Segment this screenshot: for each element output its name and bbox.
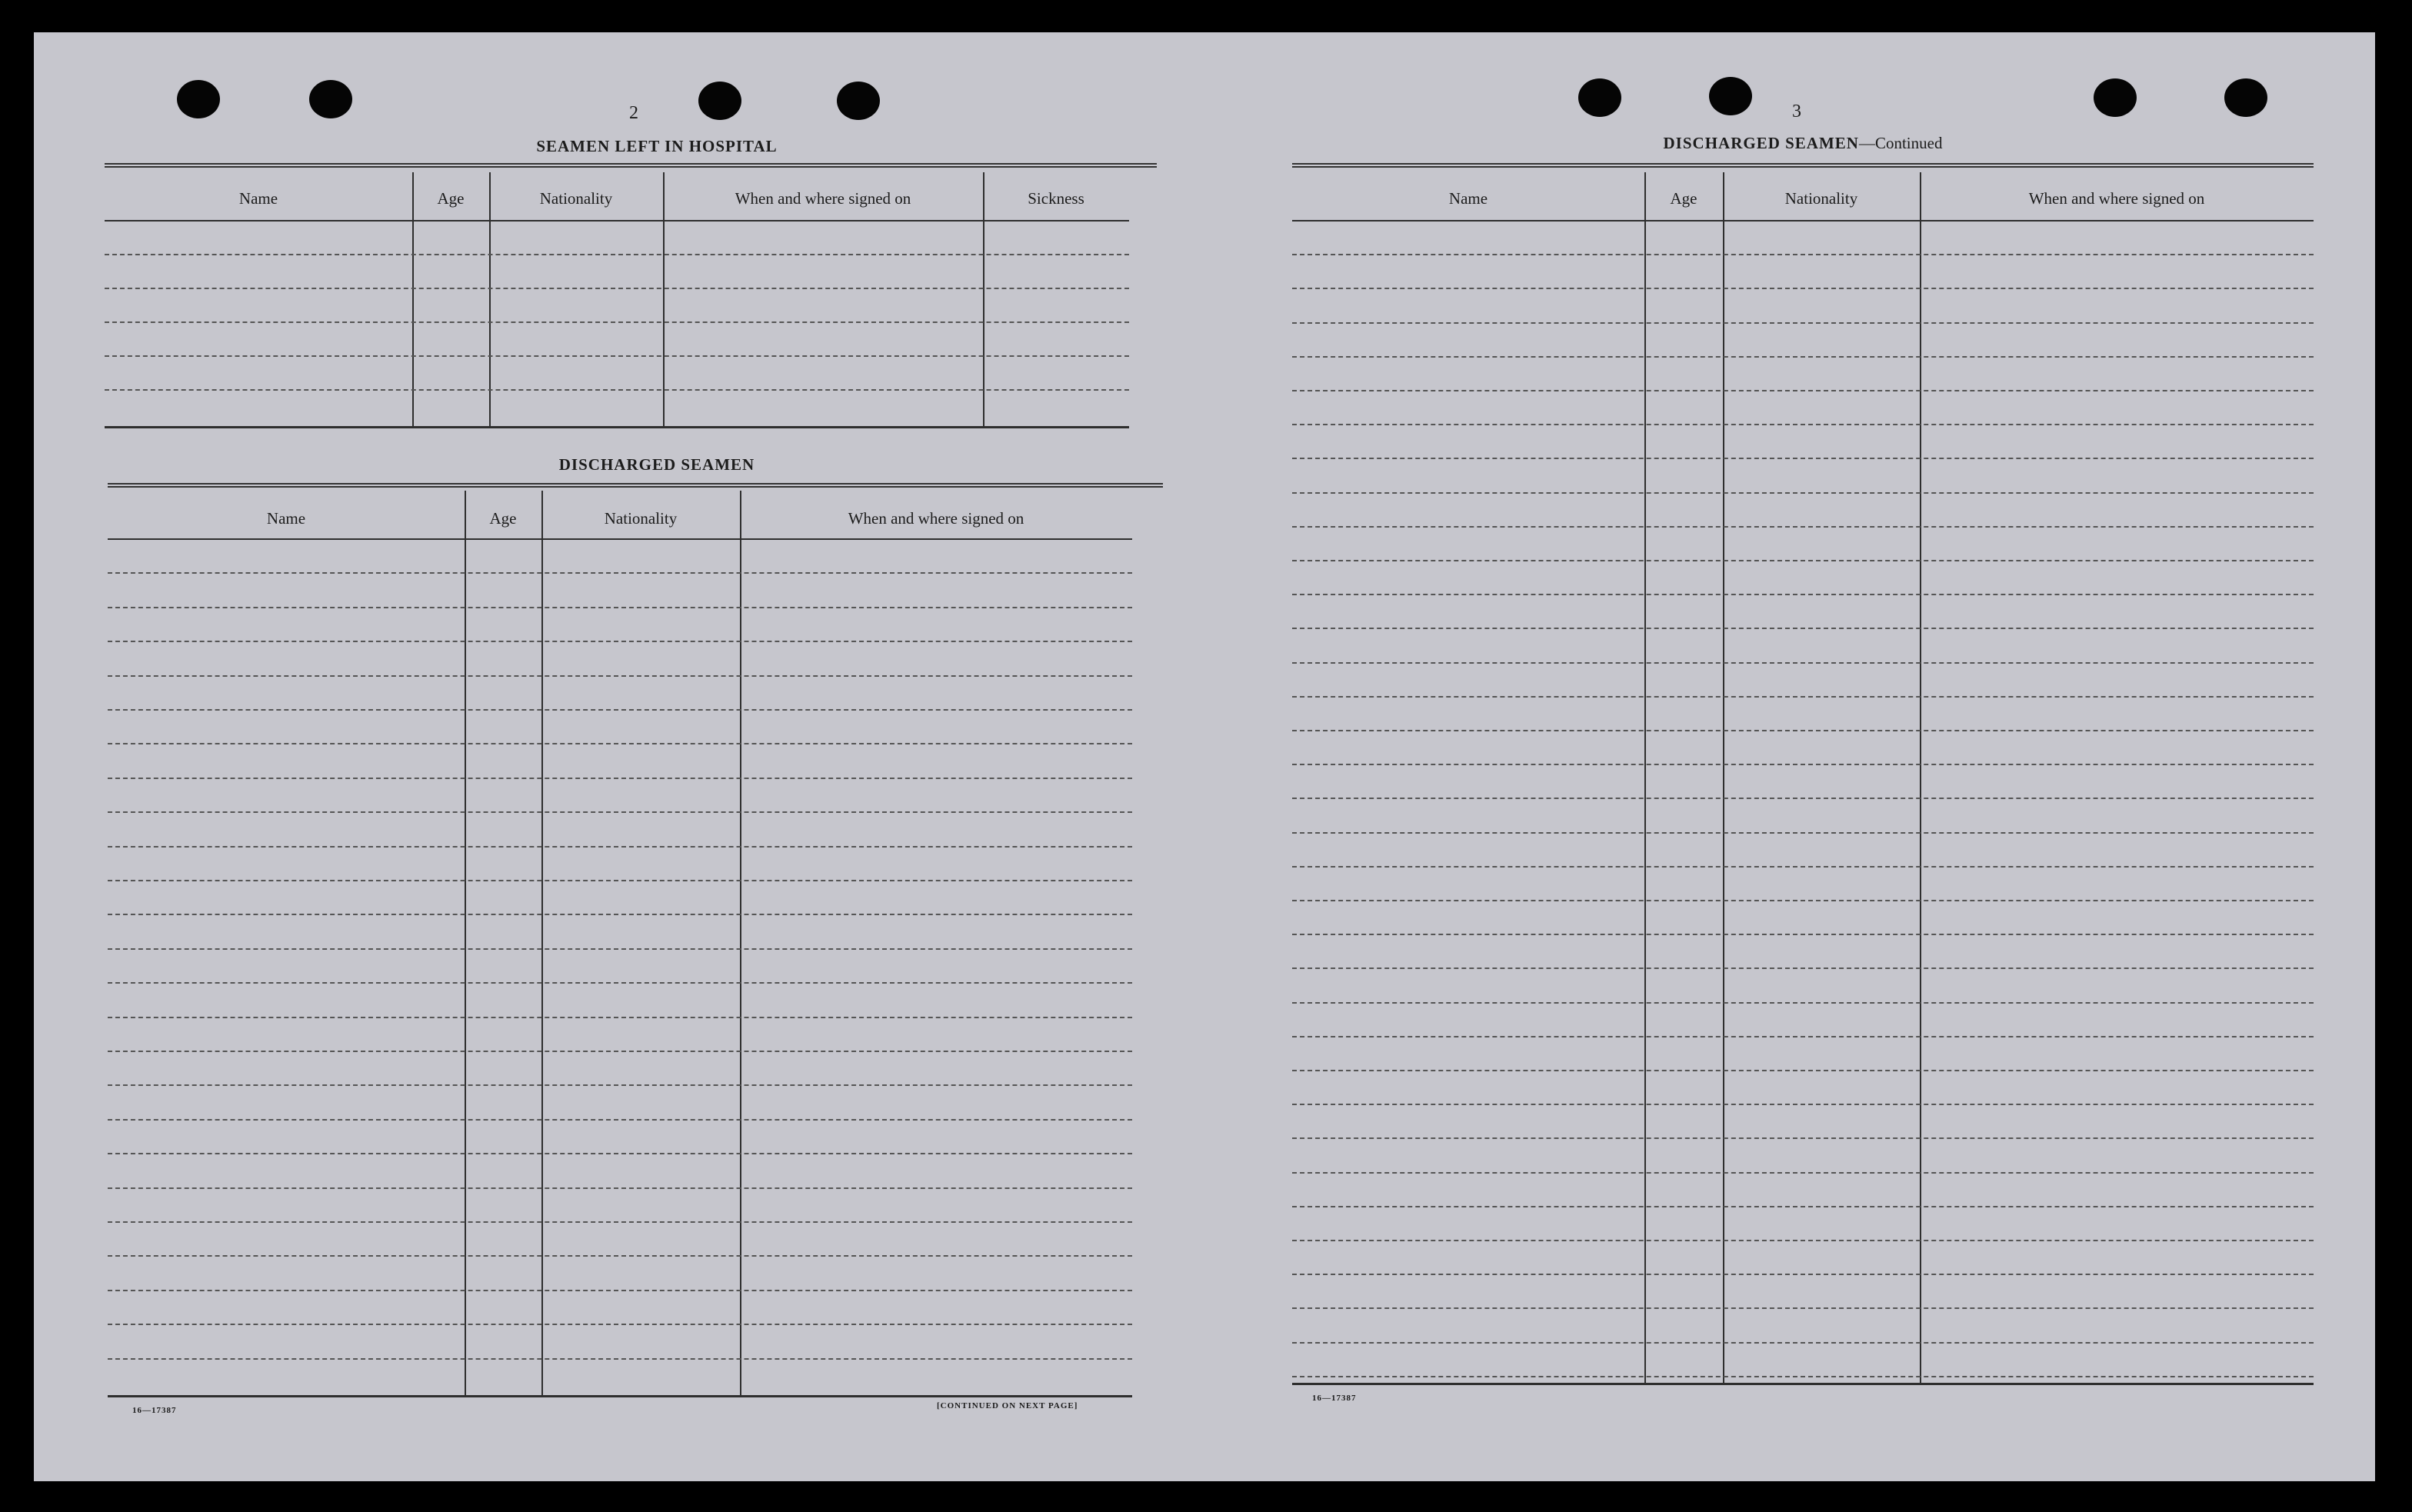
column-divider [983,172,984,426]
row-line [108,914,1132,915]
column-header: Age [1670,189,1697,208]
section-title-hospital: SEAMEN LEFT IN HOSPITAL [536,137,778,155]
row-line [1292,1376,2314,1377]
punch-hole [1709,77,1752,115]
row-line [1292,1070,2314,1071]
row-line [108,607,1132,608]
page-number: 3 [1792,102,1801,122]
punch-hole [309,80,352,118]
row-line [108,743,1132,744]
row-line [1292,1274,2314,1275]
row-line [1292,764,2314,765]
row-line [1292,322,2314,324]
row-line [108,675,1132,677]
page-number: 2 [629,103,638,123]
row-line [1292,526,2314,528]
row-line [1292,1172,2314,1174]
row-line [108,1051,1132,1052]
row-line [108,1290,1132,1291]
row-line [1292,1342,2314,1344]
table-bottom-rule [108,1395,1132,1397]
row-line [1292,628,2314,629]
row-line [108,1119,1132,1121]
section-title-discharged-continued [1495,134,2110,153]
column-header: Name [266,509,306,528]
row-line [105,254,1129,255]
column-header: When and where signed on [2028,189,2205,208]
column-header: Nationality [604,509,678,528]
scanned-form-spread [34,32,2375,1481]
row-line [108,982,1132,984]
row-line [1292,1036,2314,1037]
discharged-continued-table [1292,172,2314,1383]
row-line [1292,1002,2314,1004]
row-line [1292,1104,2314,1105]
row-line [108,1187,1132,1189]
row-line [108,948,1132,950]
column-header: Age [437,189,465,208]
header-rule [108,538,1132,540]
header-rule [1292,220,2314,221]
column-divider [663,172,665,426]
column-divider [541,491,543,1395]
row-line [1292,458,2314,459]
punch-hole [2094,78,2137,117]
row-line [1292,662,2314,664]
column-header: Age [489,509,517,528]
column-divider [465,491,466,1395]
row-line [1292,934,2314,935]
row-line [105,389,1129,391]
column-divider [740,491,741,1395]
punch-hole [2224,78,2267,117]
row-line [1292,560,2314,561]
section-title: DISCHARGED SEAMEN [1663,134,1859,152]
row-line [1292,730,2314,731]
title-rule [108,483,1163,488]
punch-hole [1578,78,1621,117]
row-line [108,1255,1132,1257]
table-bottom-rule [1292,1383,2314,1385]
row-line [1292,696,2314,698]
row-line [1292,967,2314,969]
column-header: When and where signed on [735,189,911,208]
row-line [1292,390,2314,391]
column-header: Name [238,189,278,208]
row-line [108,811,1132,813]
section-title-discharged: DISCHARGED SEAMEN [558,455,755,474]
row-line [108,880,1132,881]
table-bottom-rule [105,426,1129,428]
title-rule [1292,163,2314,168]
title-rule [105,163,1157,168]
row-line [108,1153,1132,1154]
column-divider [489,172,491,426]
row-line [108,641,1132,642]
row-line [105,321,1129,323]
row-line [108,572,1132,574]
column-header: When and where signed on [848,509,1024,528]
row-line [1292,356,2314,358]
discharged-table [108,491,1132,1395]
column-divider [412,172,414,426]
section-title-suffix: —Continued [1858,134,1943,152]
row-line [108,1017,1132,1018]
form-number: 16—17387 [1312,1394,1357,1403]
column-divider [1723,172,1724,1383]
row-line [1292,492,2314,494]
row-line [108,1221,1132,1223]
row-line [108,846,1132,848]
row-line [108,778,1132,779]
row-line [1292,1206,2314,1207]
continued-note: [CONTINUED ON NEXT PAGE] [937,1401,1078,1410]
column-header: Nationality [539,189,613,208]
row-line [1292,1307,2314,1309]
header-rule [105,220,1129,221]
row-line [1292,254,2314,255]
row-line [1292,866,2314,868]
column-header: Sickness [1028,189,1084,208]
punch-hole [177,80,220,118]
row-line [1292,594,2314,595]
row-line [108,1324,1132,1325]
form-number: 16—17387 [132,1406,177,1415]
row-line [1292,832,2314,834]
row-line [108,1358,1132,1360]
row-line [1292,1137,2314,1139]
row-line [105,288,1129,289]
row-line [1292,1240,2314,1241]
row-line [108,709,1132,711]
column-divider [1644,172,1646,1383]
row-line [1292,424,2314,425]
row-line [108,1084,1132,1086]
column-header: Nationality [1784,189,1858,208]
row-line [1292,900,2314,901]
punch-hole [698,82,741,120]
row-line [1292,288,2314,289]
row-line [1292,798,2314,799]
punch-hole [837,82,880,120]
row-line [105,355,1129,357]
hospital-table [105,172,1129,426]
column-header: Name [1448,189,1488,208]
column-divider [1920,172,1921,1383]
